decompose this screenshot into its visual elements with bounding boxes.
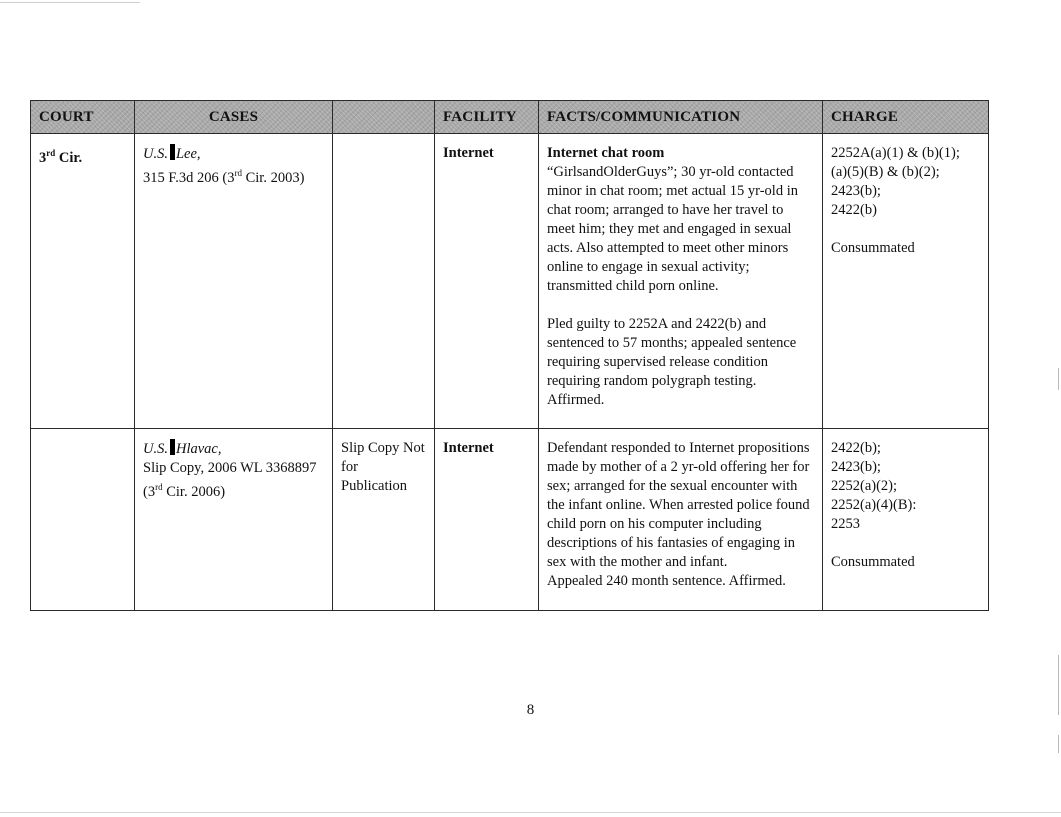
facts-outcome: Pled guilty to 2252A and 2422(b) and sentenced to 57 months; appealed sentence requiring supervised release condition requiring random polygraph testing. Affirmed. bbox=[547, 316, 797, 408]
court-circuit-number: 3 bbox=[39, 149, 47, 166]
case-name: Hlavac, bbox=[175, 441, 222, 457]
table-row bbox=[31, 134, 989, 429]
case-prefix: U.S. bbox=[143, 146, 168, 162]
publication-note bbox=[333, 134, 434, 147]
court-circuit-label: Cir. bbox=[55, 149, 83, 166]
case-citation: Slip Copy, 2006 WL 3368897 (3 bbox=[143, 460, 317, 500]
column-header-court: COURT bbox=[31, 101, 135, 134]
charge-cell bbox=[823, 429, 989, 611]
table-row bbox=[31, 429, 989, 611]
facts-body: Defendant responded to Internet propositions made by mother of a 2 yr-old offering her for sex; arranged for the sexual encounter with the infant online. When arrested police found child porn on his computer including descriptions of his fantasies of engaging in sex with the mother and infant. bbox=[547, 440, 810, 570]
case-citation-suffix: Cir. 2006) bbox=[162, 483, 226, 500]
scan-edge-mark bbox=[1058, 368, 1059, 390]
scan-top-rule bbox=[0, 2, 140, 3]
redaction-mark bbox=[170, 439, 175, 455]
column-header-charge: CHARGE bbox=[823, 101, 989, 134]
court-circuit-number bbox=[31, 429, 134, 442]
court-ordinal-suffix: rd bbox=[46, 148, 56, 158]
charge-line: 2252(a)(2); bbox=[831, 478, 898, 494]
facts-outcome: Appealed 240 month sentence. Affirmed. bbox=[547, 573, 786, 589]
column-header-cases: CASES bbox=[135, 101, 333, 134]
charge-cell bbox=[823, 134, 989, 429]
facility-value: Internet bbox=[443, 145, 494, 161]
court-cell bbox=[31, 134, 135, 429]
citation-ordinal-suffix: rd bbox=[234, 168, 242, 178]
facility-value: Internet bbox=[443, 440, 494, 456]
case-name: Lee, bbox=[175, 146, 201, 162]
charge-line: (a)(5)(B) & (b)(2); bbox=[831, 164, 940, 180]
page-number: 8 bbox=[526, 702, 535, 718]
facility-cell bbox=[435, 134, 539, 429]
scan-bottom-rule bbox=[0, 812, 1061, 813]
column-header-facility: FACILITY bbox=[435, 101, 539, 134]
case-prefix: U.S. bbox=[143, 441, 168, 457]
charge-line: 2252A(a)(1) & (b)(1); bbox=[831, 145, 960, 161]
case-citation: 315 F.3d 206 (3 bbox=[143, 169, 235, 186]
facility-cell bbox=[435, 429, 539, 611]
court-cell bbox=[31, 429, 135, 611]
scan-edge-mark bbox=[1058, 735, 1059, 753]
charge-status: Consummated bbox=[831, 554, 915, 570]
column-header-blank bbox=[333, 101, 435, 134]
case-cell bbox=[135, 429, 333, 611]
facts-cell bbox=[539, 134, 823, 429]
charge-status: Consummated bbox=[831, 240, 915, 256]
citation-ordinal-suffix: rd bbox=[155, 482, 163, 492]
facts-heading: Internet chat room bbox=[547, 145, 665, 161]
publication-cell bbox=[333, 134, 435, 429]
facts-cell bbox=[539, 429, 823, 611]
facts-body: “GirlsandOlderGuys”; 30 yr-old contacted minor in chat room; met actual 15 yr-old in chat room; arranged to have her travel to meet him; they met and engaged in sexual acts. Also attempted to meet other minors online to engage in sexual activity; transmitted child porn online. bbox=[547, 164, 798, 294]
column-header-facts: FACTS/COMMUNICATION bbox=[539, 101, 823, 134]
redaction-mark bbox=[170, 144, 175, 160]
charge-line: 2252(a)(4)(B): bbox=[831, 497, 917, 513]
charge-line: 2253 bbox=[831, 516, 860, 532]
charge-line: 2423(b); bbox=[831, 183, 881, 199]
case-table bbox=[30, 100, 989, 611]
publication-cell bbox=[333, 429, 435, 611]
table-header-row bbox=[31, 101, 989, 134]
charge-line: 2422(b); bbox=[831, 440, 881, 456]
case-citation-suffix: Cir. 2003) bbox=[241, 169, 305, 186]
charge-line: 2423(b); bbox=[831, 459, 881, 475]
case-cell bbox=[135, 134, 333, 429]
charge-line: 2422(b) bbox=[831, 202, 877, 218]
publication-note: Slip Copy Not for Publication bbox=[341, 440, 425, 494]
